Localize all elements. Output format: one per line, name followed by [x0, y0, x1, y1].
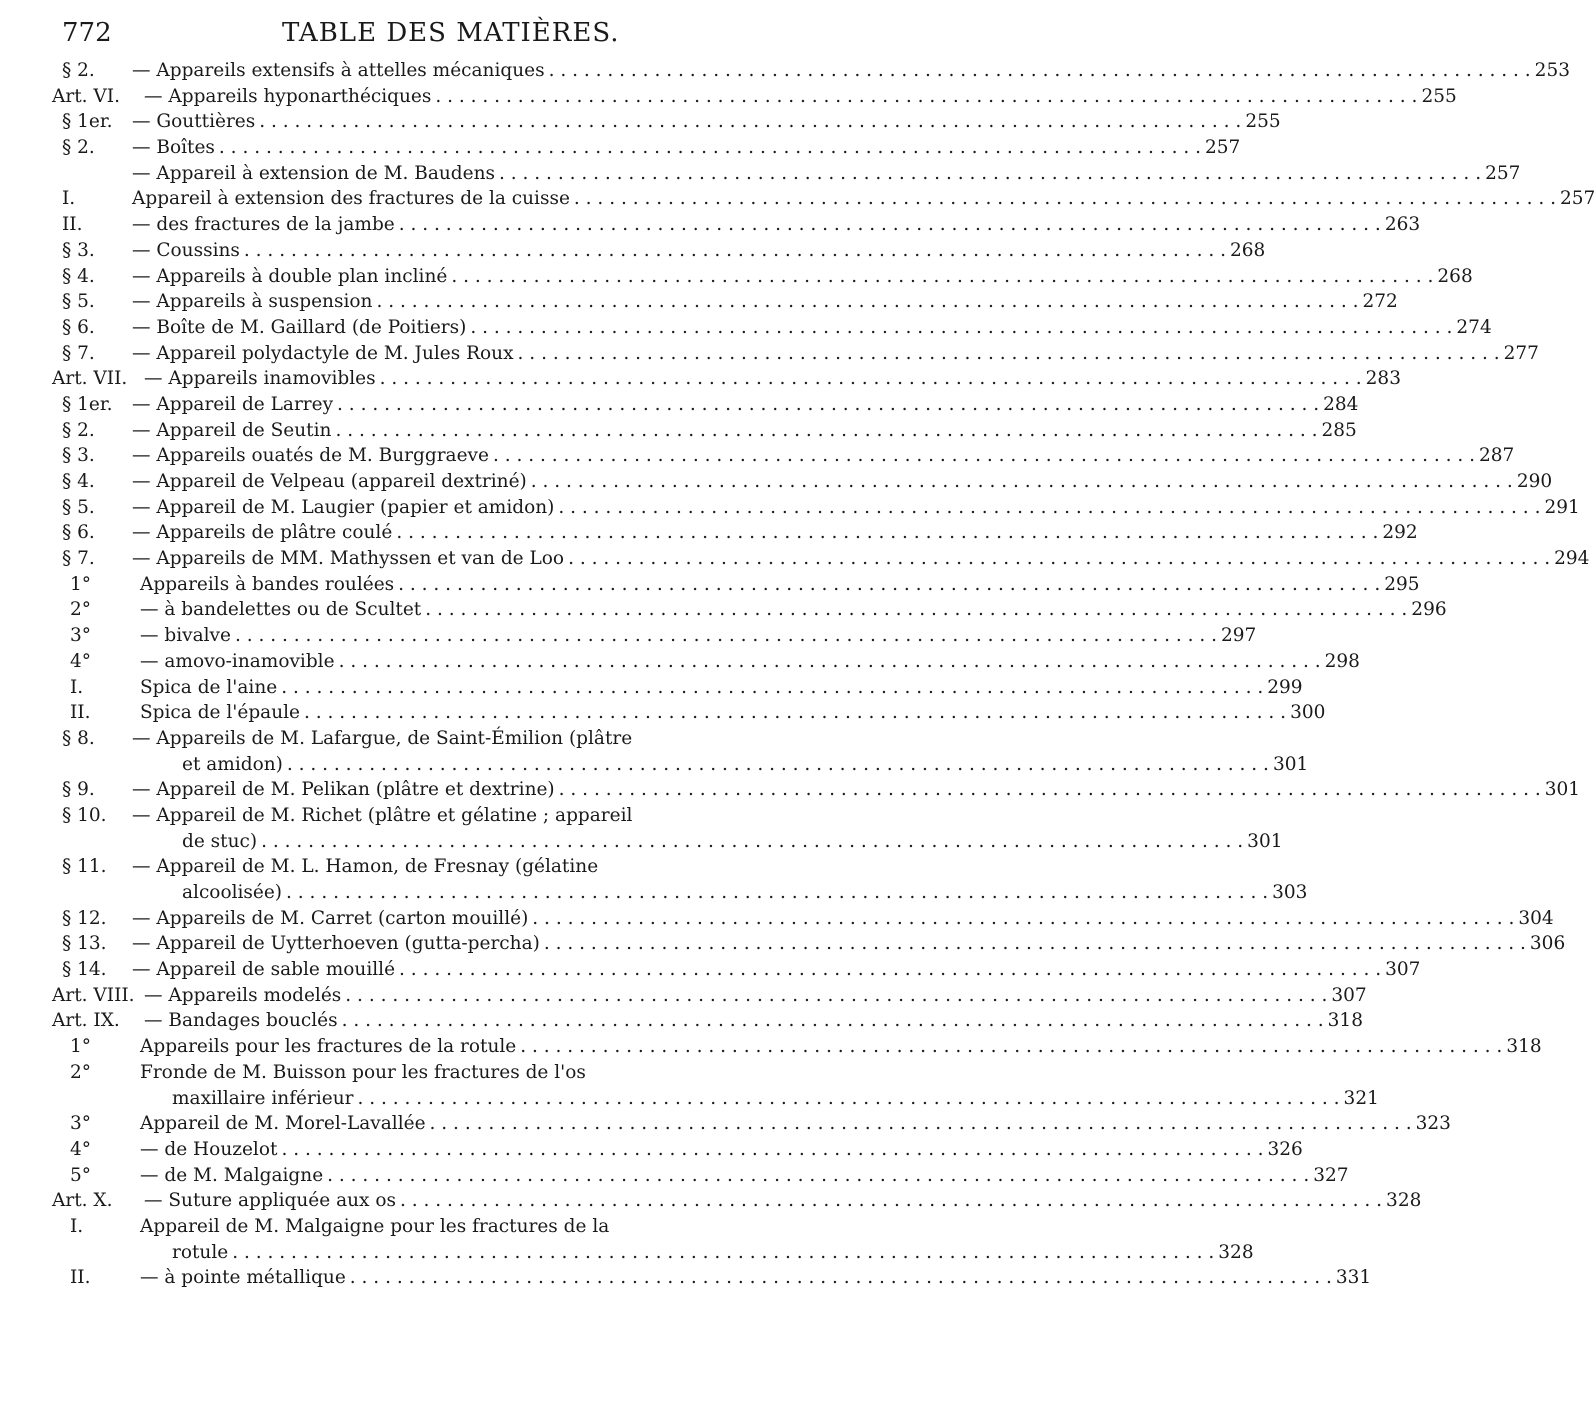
toc-entry-title: alcoolisée) — [182, 882, 283, 903]
toc-entry — [62, 212, 1421, 238]
toc-entry-page-number: 277 — [1503, 342, 1539, 364]
toc-entry-page-number: 318 — [1327, 1010, 1363, 1032]
toc-entry-title: — Appareils extensifs à attelles mécaniques — [132, 60, 545, 81]
toc-entry — [62, 675, 1303, 701]
toc-entry-page-number: 290 — [1516, 471, 1553, 492]
toc-entry-leader-dots — [520, 1034, 1502, 1060]
toc-entry-label: I. — [70, 676, 84, 698]
toc-entry-page-number: 253 — [1534, 60, 1570, 81]
toc-entry-label: 2° — [70, 1061, 92, 1083]
toc-entry-title: de stuc) — [182, 830, 258, 852]
toc-entry — [62, 803, 768, 829]
toc-entry-title: — Bandages bouclés — [144, 1010, 338, 1032]
toc-entry-title: — Appareil de M. Richet (plâtre et gélatine ; appareil — [132, 804, 633, 826]
toc-entry-leader-dots — [430, 1111, 1412, 1137]
toc-entry — [62, 135, 1241, 161]
toc-entry — [62, 829, 1283, 855]
toc-entry-title: Appareils pour les fractures de la rotule — [140, 1036, 517, 1058]
toc-entry — [62, 957, 1421, 983]
toc-entry — [62, 1111, 1451, 1137]
toc-entry — [62, 161, 1521, 187]
toc-entry-title: — Appareil de M. L. Hamon, de Fresnay (gélatine — [132, 856, 599, 878]
toc-entry — [62, 443, 1515, 469]
toc-entry-title: — Appareils hyponarthéciques — [144, 85, 432, 107]
toc-entry-title: — Appareil de M. Laugier (papier et amidon) — [132, 496, 555, 518]
toc-entry-title: Spica de l'épaule — [140, 702, 300, 724]
toc-entry — [62, 854, 768, 880]
toc-entry-leader-dots — [286, 880, 1268, 906]
toc-entry — [62, 1086, 1379, 1112]
toc-entry-page-number: 284 — [1323, 393, 1359, 415]
toc-entry — [62, 186, 1595, 212]
toc-entry-title: et amidon) — [182, 753, 283, 775]
toc-entry — [62, 777, 1581, 803]
toc-entry — [62, 1265, 1372, 1291]
toc-entry-title: — Boîtes — [132, 137, 215, 159]
toc-entry-leader-dots — [451, 264, 1433, 290]
toc-entry-leader-dots — [558, 495, 1540, 521]
toc-entry-label: I. — [70, 1215, 84, 1237]
toc-entry-page-number: 318 — [1506, 1036, 1542, 1058]
toc-entry-page-number: 306 — [1529, 933, 1566, 955]
toc-entry-label: § 9. — [62, 779, 95, 801]
toc-entry — [62, 906, 1554, 932]
toc-entry-title: — Appareil à extension de M. Baudens — [132, 162, 496, 184]
toc-entry-page-number: 274 — [1456, 316, 1492, 338]
toc-entry-label: Art. VII. — [52, 368, 128, 390]
toc-entry-title: — Appareils modelés — [144, 984, 342, 1006]
toc-entry — [62, 597, 1447, 623]
toc-entry-label: 3° — [70, 625, 92, 647]
toc-entry-page-number: 303 — [1272, 882, 1308, 903]
toc-entry-title: — Appareil de sable mouillé — [132, 959, 396, 981]
toc-entry-title: — bivalve — [140, 625, 231, 647]
toc-entry — [52, 366, 1401, 392]
toc-entry-leader-dots — [259, 109, 1241, 135]
toc-entry-label: 4° — [70, 650, 92, 672]
toc-entry-title: — Appareils ouatés de M. Burggraeve — [132, 445, 489, 467]
toc-entry-page-number: 283 — [1365, 368, 1401, 390]
toc-entry-label: § 5. — [62, 496, 95, 518]
toc-entry — [62, 649, 1360, 675]
toc-entry — [62, 880, 1308, 906]
toc-entry-leader-dots — [337, 392, 1319, 418]
toc-entry — [62, 546, 1590, 572]
toc-entry-label: § 7. — [62, 342, 95, 364]
toc-entry-leader-dots — [304, 700, 1286, 726]
toc-entry-page-number: 257 — [1485, 162, 1521, 184]
toc-entry-leader-dots — [499, 161, 1481, 187]
toc-entry-page-number: 292 — [1382, 522, 1418, 544]
toc-entry-page-number: 287 — [1479, 445, 1515, 467]
toc-entry-leader-dots — [232, 1240, 1214, 1266]
toc-entry-leader-dots — [261, 829, 1243, 855]
toc-entry-leader-dots — [219, 135, 1201, 161]
toc-entry-leader-dots — [350, 1265, 1332, 1291]
toc-entry-leader-dots — [568, 546, 1550, 572]
toc-entry-leader-dots — [339, 649, 1321, 675]
toc-entry-leader-dots — [342, 1008, 1324, 1034]
toc-entry-leader-dots — [244, 238, 1226, 264]
toc-entry-label: 1° — [70, 573, 92, 595]
toc-entry-title: Appareil de M. Malgaigne pour les fractures de la — [140, 1215, 610, 1237]
toc-entry — [62, 1060, 768, 1086]
toc-entry-title: — Appareils à double plan incliné — [132, 265, 448, 287]
toc-entry — [62, 700, 1326, 726]
toc-entry-leader-dots — [396, 520, 1378, 546]
toc-entry-title: — Appareils de plâtre coulé — [132, 522, 393, 544]
toc-entry-leader-dots — [327, 1163, 1309, 1189]
toc-entry-label: § 2. — [62, 137, 95, 159]
toc-entry — [62, 1137, 1303, 1163]
toc-entry-leader-dots — [281, 675, 1263, 701]
toc-entry-leader-dots — [518, 341, 1500, 367]
toc-entry-page-number: 272 — [1362, 291, 1398, 313]
toc-entry-page-number: 295 — [1384, 573, 1420, 595]
toc-entry — [62, 58, 1570, 84]
toc-entry-page-number: 328 — [1218, 1241, 1254, 1263]
toc-entry-label: § 4. — [62, 471, 95, 492]
toc-entry-leader-dots — [493, 443, 1475, 469]
page-header — [62, 18, 756, 58]
toc-entry-label: 4° — [70, 1138, 92, 1160]
toc-entry-page-number: 299 — [1267, 676, 1303, 698]
toc-entry-label: II. — [70, 1267, 91, 1289]
toc-entry — [62, 1163, 1349, 1189]
running-title: TABLE DES MATIÈRES. — [282, 18, 620, 48]
toc-entry — [62, 418, 1357, 444]
toc-entry-title: — de M. Malgaigne — [140, 1164, 324, 1186]
toc-entry-title: — à bandelettes ou de Scultet — [140, 599, 422, 621]
toc-entry-page-number: 291 — [1544, 496, 1580, 518]
toc-entry-title: — Appareil de Larrey — [132, 393, 334, 415]
page-number: 772 — [62, 18, 112, 48]
toc-entry-leader-dots — [287, 752, 1269, 778]
toc-entry-page-number: 255 — [1245, 111, 1281, 133]
toc-entry-title: — Appareil polydactyle de M. Jules Roux — [132, 342, 514, 364]
toc-entry-title: — Appareils à suspension — [132, 291, 373, 313]
toc-entry-page-number: 257 — [1205, 137, 1241, 159]
toc-entry-label: § 4. — [62, 265, 95, 287]
toc-entry-label: § 7. — [62, 548, 95, 570]
toc-entry-label: II. — [62, 214, 83, 236]
toc-entry-page-number: 326 — [1267, 1138, 1303, 1160]
toc-entry-label: Art. X. — [52, 1190, 113, 1212]
toc-entry — [52, 84, 1457, 110]
toc-entry-label: § 2. — [62, 60, 95, 81]
toc-entry — [62, 1214, 768, 1240]
toc-entry-title: — Appareil de M. Pelikan (plâtre et dextrine) — [132, 779, 555, 801]
toc-entry-label: § 8. — [62, 727, 95, 749]
toc-entry — [52, 1008, 1363, 1034]
toc-entry-page-number: 297 — [1221, 625, 1257, 647]
toc-entry-label: § 2. — [62, 419, 95, 441]
toc-entry-leader-dots — [531, 469, 1513, 495]
toc-entry-title: — Appareils de M. Lafargue, de Saint-Émilion (plâtre — [132, 727, 633, 749]
toc-entry-page-number: 300 — [1290, 702, 1326, 724]
toc-entry-leader-dots — [281, 1137, 1263, 1163]
toc-entry — [62, 752, 1309, 778]
toc-entry-label: § 6. — [62, 316, 95, 338]
toc-entry-leader-dots — [400, 1188, 1382, 1214]
toc-entry — [62, 623, 1257, 649]
toc-entry-label: § 14. — [62, 959, 107, 981]
toc-entry-title: Appareil à extension des fractures de la cuisse — [132, 188, 570, 210]
toc-entry-title: — Appareil de Uytterhoeven (gutta-percha) — [132, 933, 540, 955]
toc-entry-title: — Suture appliquée aux os — [144, 1190, 396, 1212]
toc-entry-leader-dots — [549, 58, 1531, 84]
toc-entry — [62, 264, 1473, 290]
toc-entry — [62, 315, 1492, 341]
toc-entry-title: — des fractures de la jambe — [132, 214, 395, 236]
toc-entry-leader-dots — [357, 1086, 1339, 1112]
toc-entry-title: — Appareil de Seutin — [132, 419, 332, 441]
toc-entry — [62, 289, 1398, 315]
toc-entry-title: — Appareils de M. Carret (carton mouillé) — [132, 907, 529, 929]
toc-entry-label: Art. VI. — [52, 85, 120, 107]
toc-entry — [62, 726, 768, 752]
toc-entry-leader-dots — [435, 84, 1417, 110]
toc-entry — [62, 1240, 1254, 1266]
toc-entry-page-number: 328 — [1386, 1190, 1422, 1212]
toc-entry-title: — de Houzelot — [140, 1138, 278, 1160]
toc-entry — [62, 469, 1553, 495]
toc-entry-title: rotule — [172, 1241, 229, 1263]
toc-entry-title: Appareils à bandes roulées — [140, 573, 395, 595]
toc-entry-title: Spica de l'aine — [140, 676, 278, 698]
toc-entry-label: § 12. — [62, 907, 107, 929]
toc-entry-page-number: 323 — [1415, 1113, 1451, 1135]
toc-entry-label: 5° — [70, 1164, 92, 1186]
toc-entry — [62, 520, 1418, 546]
toc-entry-label: § 1er. — [62, 111, 113, 133]
toc-entry-label: § 1er. — [62, 393, 113, 415]
toc-entry — [62, 572, 1420, 598]
toc-entry-title: — Gouttières — [132, 111, 256, 133]
toc-entry-leader-dots — [574, 186, 1556, 212]
table-of-contents — [52, 58, 1595, 1291]
toc-entry-page-number: 263 — [1384, 214, 1421, 236]
toc-entry — [52, 1188, 1422, 1214]
toc-entry-label: Art. IX. — [52, 1010, 120, 1032]
toc-entry-title: — à pointe métallique — [140, 1267, 346, 1289]
toc-entry-leader-dots — [470, 315, 1452, 341]
toc-entry — [62, 238, 1266, 264]
toc-entry-page-number: 294 — [1554, 548, 1590, 570]
toc-entry — [62, 495, 1580, 521]
toc-entry-page-number: 296 — [1411, 599, 1447, 621]
toc-entry-page-number: 301 — [1272, 753, 1309, 775]
toc-entry-leader-dots — [380, 366, 1362, 392]
toc-entry-title: Appareil de M. Morel-Lavallée — [140, 1113, 426, 1135]
toc-entry-page-number: 268 — [1437, 265, 1473, 287]
toc-entry-page-number: 307 — [1331, 984, 1367, 1006]
toc-entry-leader-dots — [559, 777, 1541, 803]
toc-entry-label: § 5. — [62, 291, 95, 313]
toc-entry-page-number: 257 — [1559, 188, 1595, 210]
toc-entry-title: — Appareils de MM. Mathyssen et van de Loo — [132, 548, 565, 570]
toc-entry-leader-dots — [235, 623, 1217, 649]
toc-entry-page-number: 327 — [1313, 1164, 1349, 1186]
toc-entry-page-number: 255 — [1421, 85, 1457, 107]
toc-entry — [62, 392, 1359, 418]
toc-entry-leader-dots — [532, 906, 1514, 932]
toc-entry-label: Art. VIII. — [52, 984, 135, 1006]
toc-entry — [62, 109, 1281, 135]
toc-entry-page-number: 304 — [1518, 907, 1554, 929]
toc-entry-title: — Boîte de M. Gaillard (de Poitiers) — [132, 316, 467, 338]
toc-entry-label: § 3. — [62, 445, 95, 467]
toc-entry-label: I. — [62, 188, 76, 210]
toc-entry-label: § 10. — [62, 804, 107, 826]
toc-entry-title: Fronde de M. Buisson pour les fractures de l'os — [140, 1061, 586, 1083]
toc-entry-label: 3° — [70, 1113, 92, 1135]
toc-entry-label: II. — [70, 702, 91, 724]
toc-entry-leader-dots — [398, 572, 1380, 598]
toc-entry-title: maxillaire inférieur — [172, 1087, 354, 1109]
toc-entry-leader-dots — [399, 957, 1381, 983]
toc-entry-page-number: 331 — [1335, 1267, 1372, 1289]
toc-entry-title: — Coussins — [132, 239, 240, 261]
toc-entry-leader-dots — [544, 931, 1526, 957]
toc-entry-label: § 6. — [62, 522, 95, 544]
toc-entry-label: § 13. — [62, 933, 107, 955]
toc-entry-leader-dots — [425, 597, 1407, 623]
toc-entry-leader-dots — [399, 212, 1381, 238]
toc-entry — [52, 983, 1367, 1009]
toc-entry-leader-dots — [345, 983, 1327, 1009]
toc-entry — [62, 341, 1539, 367]
toc-entry-page-number: 301 — [1544, 779, 1581, 801]
toc-entry-leader-dots — [335, 418, 1317, 444]
toc-entry-label: § 11. — [62, 856, 107, 878]
toc-entry-page-number: 307 — [1385, 959, 1421, 981]
toc-entry-label: § 3. — [62, 239, 95, 261]
toc-entry-page-number: 301 — [1247, 830, 1283, 852]
toc-entry-title: — amovo-inamovible — [140, 650, 335, 672]
toc-entry-page-number: 268 — [1229, 239, 1266, 261]
toc-entry-label: 2° — [70, 599, 92, 621]
toc-entry-leader-dots — [376, 289, 1358, 315]
toc-entry — [62, 931, 1566, 957]
toc-entry-page-number: 285 — [1321, 419, 1357, 441]
toc-entry-label: 1° — [70, 1036, 92, 1058]
toc-entry-title: — Appareil de Velpeau (appareil dextriné) — [132, 471, 527, 492]
toc-entry-page-number: 298 — [1324, 650, 1360, 672]
toc-entry-page-number: 321 — [1343, 1087, 1379, 1109]
toc-entry — [62, 1034, 1542, 1060]
toc-entry-title: — Appareils inamovibles — [144, 368, 376, 390]
